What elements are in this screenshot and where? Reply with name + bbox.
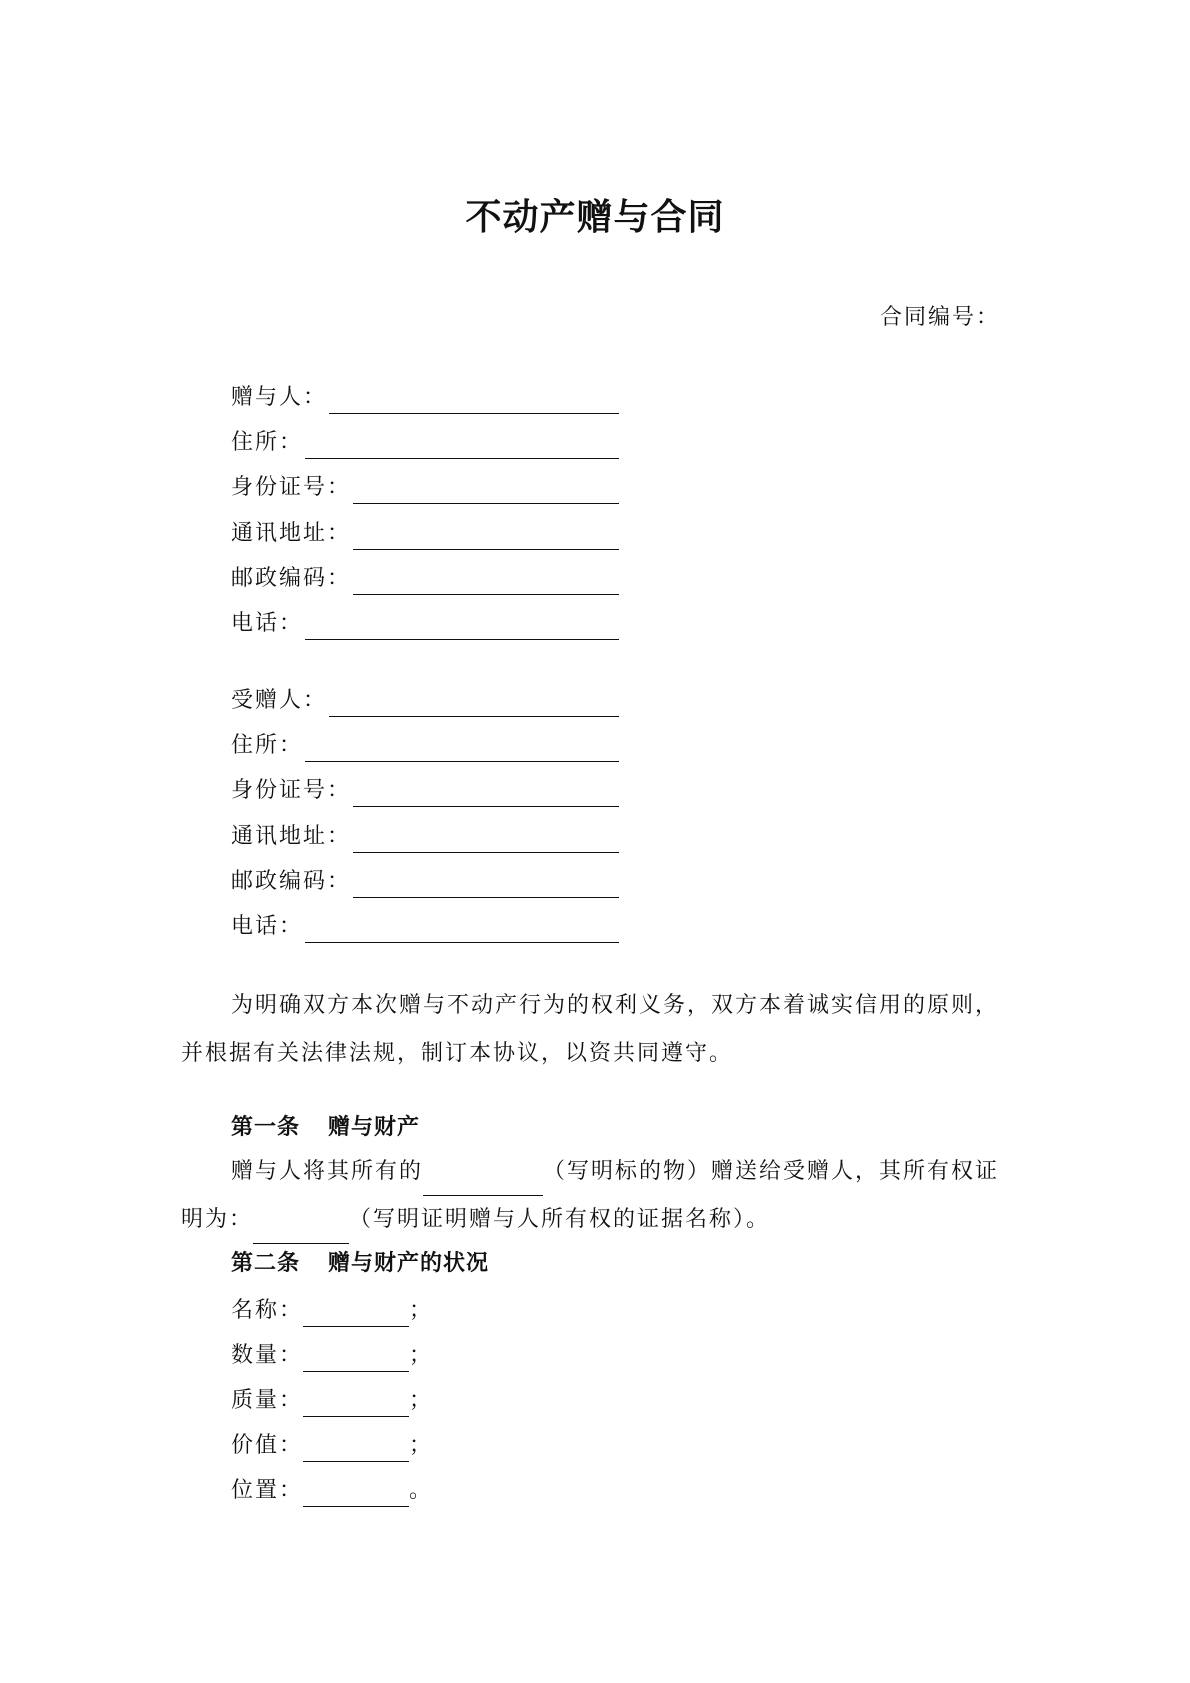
article-1-text-a: 赠与人将其所有的 <box>231 1159 424 1184</box>
property-name-item <box>231 1295 433 1327</box>
field-label: 身份证号： <box>231 475 352 500</box>
donee-postcode-blank[interactable] <box>353 873 619 898</box>
field-label: 受赠人： <box>231 688 328 713</box>
donee-mail-address-field <box>231 821 619 853</box>
article-1-text-b: （写明标的物）赠送给受赠人，其所有权证明为： <box>181 1159 1000 1232</box>
property-quantity-blank[interactable] <box>303 1347 409 1372</box>
article-number: 第二条 <box>231 1251 301 1276</box>
donor-name-blank[interactable] <box>329 389 619 414</box>
field-label: 邮政编码： <box>231 566 352 591</box>
item-end: ； <box>409 1433 434 1458</box>
field-label: 通讯地址： <box>231 521 352 546</box>
field-label: 电话： <box>231 914 304 939</box>
article-1-text-c: （写明证明赠与人所有权的证据名称）。 <box>349 1207 771 1232</box>
field-label: 通讯地址： <box>231 824 352 849</box>
property-value-blank[interactable] <box>303 1437 409 1462</box>
article-title: 赠与财产 <box>328 1115 421 1140</box>
property-quality-blank[interactable] <box>303 1392 409 1417</box>
donee-postcode-field <box>231 866 619 898</box>
item-end: ； <box>409 1388 434 1413</box>
item-end: ； <box>409 1298 434 1323</box>
field-label: 住所： <box>231 733 304 758</box>
item-label: 名称： <box>231 1298 304 1323</box>
donee-name-field <box>231 685 619 717</box>
property-location-blank[interactable] <box>303 1482 409 1507</box>
article-2-heading <box>231 1248 489 1280</box>
gift-object-blank[interactable] <box>423 1171 543 1196</box>
article-title: 赠与财产的状况 <box>328 1251 490 1276</box>
property-name-blank[interactable] <box>303 1302 409 1327</box>
donor-id-blank[interactable] <box>353 479 619 504</box>
property-location-item <box>231 1475 433 1507</box>
preamble-paragraph: 为明确双方本次赠与不动产行为的权利义务，双方本着诚实信用的原则，并根据有关法律法规，制订本协议，以资共同遵守。 <box>181 993 1000 1066</box>
item-label: 质量： <box>231 1388 304 1413</box>
field-label: 电话： <box>231 611 304 636</box>
donee-name-blank[interactable] <box>329 692 619 717</box>
donor-address-field <box>231 427 619 459</box>
document-title: 不动产赠与合同 <box>465 196 725 238</box>
article-number: 第一条 <box>231 1115 301 1140</box>
contract-number-label: 合同编号： <box>880 305 1001 330</box>
field-label: 身份证号： <box>231 778 352 803</box>
field-label: 赠与人： <box>231 385 328 410</box>
donee-address-field <box>231 730 619 762</box>
article-1-paragraph <box>181 1148 1011 1244</box>
donor-phone-blank[interactable] <box>305 615 619 640</box>
donor-phone-field <box>231 608 619 640</box>
ownership-proof-blank[interactable] <box>253 1219 349 1244</box>
donor-name-field <box>231 382 619 414</box>
donor-id-field <box>231 472 619 504</box>
donee-id-blank[interactable] <box>353 782 619 807</box>
property-quality-item <box>231 1385 433 1417</box>
donor-address-blank[interactable] <box>305 434 619 459</box>
donee-mail-address-blank[interactable] <box>353 828 619 853</box>
donee-id-field <box>231 775 619 807</box>
donor-postcode-field <box>231 563 619 595</box>
item-end: ； <box>409 1343 434 1368</box>
field-label: 邮政编码： <box>231 869 352 894</box>
donee-phone-blank[interactable] <box>305 918 619 943</box>
property-value-item <box>231 1430 433 1462</box>
item-label: 价值： <box>231 1433 304 1458</box>
article-1-heading <box>231 1112 420 1144</box>
item-end: 。 <box>409 1478 434 1503</box>
item-label: 位置： <box>231 1478 304 1503</box>
property-quantity-item <box>231 1340 433 1372</box>
donor-mail-address-field <box>231 518 619 550</box>
donor-postcode-blank[interactable] <box>353 570 619 595</box>
donor-mail-address-blank[interactable] <box>353 525 619 550</box>
item-label: 数量： <box>231 1343 304 1368</box>
donee-phone-field <box>231 911 619 943</box>
donee-address-blank[interactable] <box>305 737 619 762</box>
field-label: 住所： <box>231 430 304 455</box>
